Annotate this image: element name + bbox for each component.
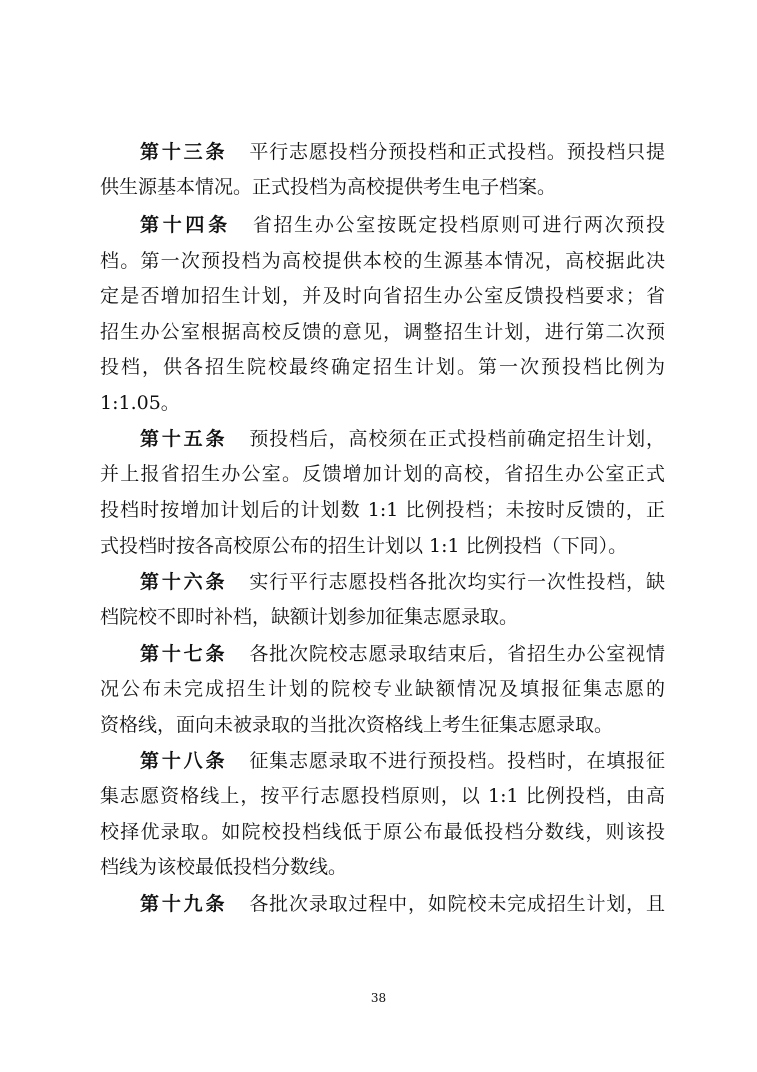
- paragraph-line: 集志愿资格线上，按平行志愿投档原则，以 1:1 比例投档，由高: [100, 785, 665, 807]
- page-number: 38: [370, 991, 387, 1005]
- article-text: 各批次录取过程中，如院校未完成招生计划，且: [249, 893, 665, 915]
- paragraph-line: 档线为该校最低投档分数线。: [100, 856, 348, 878]
- article-text: 实行平行志愿投档各批次均实行一次性投档，缺: [249, 571, 665, 593]
- paragraph-line: [140, 424, 665, 454]
- paragraph-line: [140, 746, 665, 776]
- article-text: 征集志愿录取不进行预投档。投档时，在填报征: [249, 750, 665, 772]
- paragraph-line: 式投档时按各高校原公布的招生计划以 1:1 比例投档（下同）。: [100, 535, 628, 557]
- article-text: 省招生办公室按既定投档原则可进行两次预投: [252, 214, 665, 236]
- paragraph-line: 校择优录取。如院校投档线低于原公布最低投档分数线，则该投: [100, 821, 665, 843]
- paragraph-line: 招生办公室根据高校反馈的意见，调整招生计划，进行第二次预: [100, 321, 665, 343]
- article-title: 第十六条: [140, 571, 228, 593]
- paragraph-line: 档。第一次预投档为高校提供本校的生源基本情况，高校据此决: [100, 250, 665, 272]
- paragraph-line: [140, 567, 665, 597]
- paragraph-line: [140, 137, 665, 167]
- article-title: 第十五条: [140, 428, 228, 450]
- paragraph-line: 并上报省招生办公室。反馈增加计划的高校，省招生办公室正式: [100, 463, 665, 485]
- paragraph-line: 投档时按增加计划后的计划数 1:1 比例投档；未按时反馈的，正: [100, 499, 665, 521]
- paragraph-line: 定是否增加招生计划，并及时向省招生办公室反馈投档要求；省: [100, 285, 665, 307]
- article-text: 预投档后，高校须在正式投档前确定招生计划，: [249, 428, 665, 450]
- paragraph-line: 资格线，面向未被录取的当批次资格线上考生征集志愿录取。: [100, 714, 614, 736]
- article-text: 各批次院校志愿录取结束后，省招生办公室视情: [249, 643, 665, 665]
- paragraph-line: [140, 889, 665, 919]
- paragraph-line: [140, 210, 665, 240]
- paragraph-line: 投档，供各招生院校最终确定招生计划。第一次预投档比例为: [100, 356, 665, 378]
- article-title: 第十四条: [140, 214, 231, 236]
- article-title: 第十八条: [140, 750, 228, 772]
- paragraph-line: 1:1.05。: [100, 392, 180, 414]
- paragraph-line: 况公布未完成招生计划的院校专业缺额情况及填报征集志愿的: [100, 678, 665, 700]
- paragraph-line: [140, 639, 665, 669]
- article-title: 第十九条: [140, 893, 228, 915]
- article-title: 第十七条: [140, 643, 228, 665]
- article-title: 第十三条: [140, 141, 228, 163]
- article-text: 平行志愿投档分预投档和正式投档。预投档只提: [249, 141, 665, 163]
- paragraph-line: 档院校不即时补档，缺额计划参加征集志愿录取。: [100, 606, 519, 628]
- paragraph-line: 供生源基本情况。正式投档为高校提供考生电子档案。: [100, 176, 557, 198]
